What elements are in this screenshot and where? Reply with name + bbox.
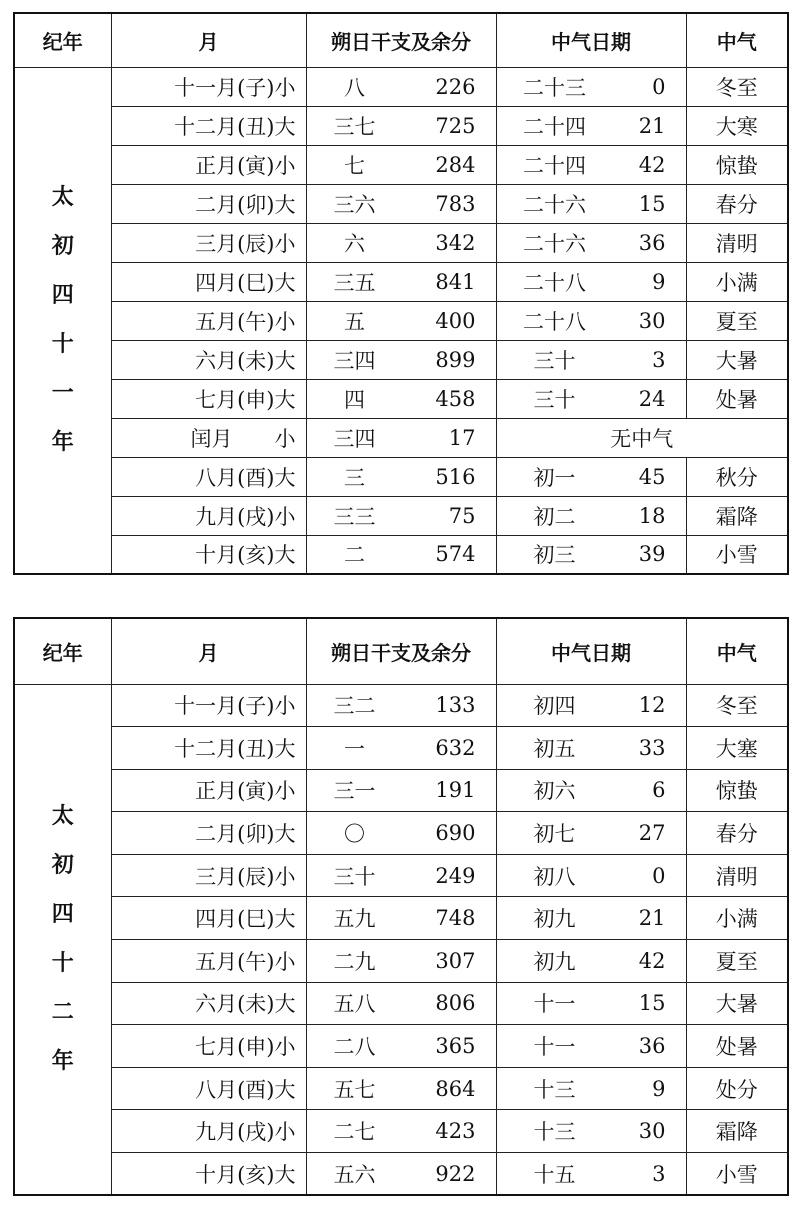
month-cell: 十二月(丑)大	[111, 727, 306, 770]
zhongqi-cell: 霜降	[686, 1110, 788, 1153]
table-row	[14, 982, 788, 1025]
date-day: 十三	[533, 1120, 576, 1145]
date-day: 二十六	[523, 231, 586, 256]
new-moon-cell	[306, 1153, 496, 1196]
table-row	[14, 854, 788, 897]
month-cell: 四月(巳)大	[111, 262, 306, 301]
zhongqi-cell: 处分	[686, 1067, 788, 1110]
date-day: 二十八	[523, 270, 586, 295]
zhongqi-date-cell	[496, 457, 686, 496]
date-remainder: 15	[638, 191, 666, 216]
month-cell: 四月(巳)大	[111, 897, 306, 940]
zhongqi-cell: 处暑	[686, 1025, 788, 1068]
zhongqi-date-cell	[496, 184, 686, 223]
ganzhi-value: 三四	[333, 426, 376, 451]
remainder-value: 690	[435, 821, 476, 846]
month-cell: 十一月(子)小	[111, 67, 306, 106]
table-body	[14, 13, 788, 574]
zhongqi-date-cell	[496, 1025, 686, 1068]
zhongqi-date-cell	[496, 1110, 686, 1153]
new-moon-cell	[306, 1110, 496, 1153]
ganzhi-value: 二	[344, 543, 365, 568]
new-moon-cell	[306, 684, 496, 727]
new-moon-cell	[306, 145, 496, 184]
ganzhi-value: 八	[344, 75, 365, 100]
date-day: 二十八	[523, 309, 586, 334]
remainder-value: 342	[435, 230, 476, 255]
month-cell: 闰月 小	[111, 418, 306, 457]
ganzhi-value: 三六	[333, 192, 376, 217]
month-cell: 八月(酉)大	[111, 1067, 306, 1110]
new-moon-cell	[306, 982, 496, 1025]
new-moon-cell	[306, 379, 496, 418]
table-row	[14, 496, 788, 535]
zhongqi-date-cell	[496, 340, 686, 379]
column-header: 中气	[686, 618, 788, 684]
remainder-value: 748	[435, 906, 476, 931]
zhongqi-cell: 夏至	[686, 940, 788, 983]
new-moon-cell	[306, 854, 496, 897]
remainder-value: 423	[435, 1119, 476, 1144]
ganzhi-value: 五六	[333, 1162, 376, 1187]
new-moon-cell	[306, 812, 496, 855]
month-cell: 十二月(丑)大	[111, 106, 306, 145]
zhongqi-cell: 大暑	[686, 982, 788, 1025]
date-remainder: 36	[638, 1034, 666, 1059]
date-day: 二十三	[523, 75, 586, 100]
month-cell: 五月(午)小	[111, 301, 306, 340]
date-day: 十一	[533, 992, 576, 1017]
zhongqi-cell: 小满	[686, 262, 788, 301]
new-moon-cell	[306, 1067, 496, 1110]
remainder-value: 400	[435, 308, 476, 333]
table-row	[14, 727, 788, 770]
date-remainder: 21	[638, 906, 666, 931]
date-remainder: 33	[638, 735, 666, 760]
date-day: 初八	[533, 864, 576, 889]
table-row	[14, 301, 788, 340]
date-remainder: 3	[652, 347, 666, 372]
ganzhi-value: 二七	[333, 1120, 376, 1145]
remainder-value: 922	[435, 1161, 476, 1186]
remainder-value: 226	[435, 74, 476, 99]
table-row	[14, 457, 788, 496]
zhongqi-date-cell	[496, 769, 686, 812]
zhongqi-cell: 小雪	[686, 535, 788, 574]
column-header: 月	[111, 618, 306, 684]
zhongqi-date-cell	[496, 535, 686, 574]
ganzhi-value: 三一	[333, 779, 376, 804]
zhongqi-cell: 清明	[686, 854, 788, 897]
table-row	[14, 1153, 788, 1196]
ganzhi-value: 三七	[333, 114, 376, 139]
month-cell: 九月(戌)小	[111, 1110, 306, 1153]
date-day: 十一	[533, 1035, 576, 1060]
remainder-value: 458	[435, 386, 476, 411]
zhongqi-cell: 冬至	[686, 684, 788, 727]
remainder-value: 806	[435, 991, 476, 1016]
month-cell: 十一月(子)小	[111, 684, 306, 727]
month-cell: 二月(卯)大	[111, 812, 306, 855]
table-row	[14, 106, 788, 145]
new-moon-cell	[306, 223, 496, 262]
remainder-value: 307	[435, 948, 476, 973]
remainder-value: 899	[435, 347, 476, 372]
ganzhi-value: 五八	[333, 992, 376, 1017]
zhongqi-date-cell	[496, 940, 686, 983]
table-row	[14, 812, 788, 855]
new-moon-cell	[306, 457, 496, 496]
ganzhi-value: 三二	[333, 694, 376, 719]
remainder-value: 725	[435, 113, 476, 138]
date-remainder: 42	[638, 152, 666, 177]
zhongqi-cell: 处暑	[686, 379, 788, 418]
zhongqi-date-cell	[496, 1153, 686, 1196]
ganzhi-value: 五	[344, 309, 365, 334]
new-moon-cell	[306, 727, 496, 770]
date-remainder: 30	[638, 1119, 666, 1144]
date-remainder: 27	[638, 821, 666, 846]
year-cell: 太 初 四 十 一 年	[14, 67, 111, 574]
date-day: 初三	[533, 543, 576, 568]
date-remainder: 0	[652, 863, 666, 888]
date-day: 二十四	[523, 153, 586, 178]
zhongqi-cell: 大寒	[686, 106, 788, 145]
calendar-table-year-41	[13, 12, 789, 575]
date-remainder: 42	[638, 948, 666, 973]
zhongqi-cell: 夏至	[686, 301, 788, 340]
date-day: 初九	[533, 949, 576, 974]
remainder-value: 17	[448, 425, 476, 450]
zhongqi-date-cell	[496, 262, 686, 301]
remainder-value: 191	[435, 778, 476, 803]
date-remainder: 3	[652, 1161, 666, 1186]
remainder-value: 249	[435, 863, 476, 888]
zhongqi-date-cell	[496, 812, 686, 855]
table-row	[14, 145, 788, 184]
remainder-value: 284	[435, 152, 476, 177]
remainder-value: 632	[435, 735, 476, 760]
remainder-value: 783	[435, 191, 476, 216]
zhongqi-cell: 大暑	[686, 340, 788, 379]
table-row	[14, 418, 788, 457]
table-row	[14, 535, 788, 574]
ganzhi-value: 三四	[333, 348, 376, 373]
remainder-value: 365	[435, 1034, 476, 1059]
date-day: 三十	[533, 387, 576, 412]
column-header: 中气日期	[496, 13, 686, 67]
new-moon-cell	[306, 418, 496, 457]
column-header: 中气	[686, 13, 788, 67]
date-remainder: 9	[652, 1076, 666, 1101]
month-cell: 五月(午)小	[111, 940, 306, 983]
new-moon-cell	[306, 262, 496, 301]
date-remainder: 45	[638, 464, 666, 489]
month-cell: 六月(未)大	[111, 982, 306, 1025]
ganzhi-value: 二九	[333, 949, 376, 974]
zhongqi-date-cell	[496, 1067, 686, 1110]
zhongqi-cell: 冬至	[686, 67, 788, 106]
table-row	[14, 769, 788, 812]
date-remainder: 30	[638, 308, 666, 333]
table-row	[14, 1067, 788, 1110]
new-moon-cell	[306, 535, 496, 574]
date-day: 初九	[533, 907, 576, 932]
date-day: 初六	[533, 779, 576, 804]
month-cell: 三月(辰)小	[111, 223, 306, 262]
date-remainder: 21	[638, 113, 666, 138]
month-cell: 九月(戌)小	[111, 496, 306, 535]
remainder-value: 75	[448, 503, 476, 528]
zhongqi-date-cell	[496, 982, 686, 1025]
remainder-value: 516	[435, 464, 476, 489]
month-cell: 六月(未)大	[111, 340, 306, 379]
table-row	[14, 379, 788, 418]
date-remainder: 15	[638, 991, 666, 1016]
ganzhi-value: 六	[344, 231, 365, 256]
column-header: 纪年	[14, 13, 111, 67]
remainder-value: 841	[435, 269, 476, 294]
date-day: 初二	[533, 504, 576, 529]
new-moon-cell	[306, 184, 496, 223]
remainder-value: 864	[435, 1076, 476, 1101]
month-cell: 二月(卯)大	[111, 184, 306, 223]
column-header: 朔日干支及余分	[306, 13, 496, 67]
table-row	[14, 684, 788, 727]
ganzhi-value: 五九	[333, 907, 376, 932]
new-moon-cell	[306, 940, 496, 983]
zhongqi-date-cell	[496, 684, 686, 727]
zhongqi-date-cell	[496, 223, 686, 262]
date-day: 初一	[533, 465, 576, 490]
date-day: 初七	[533, 822, 576, 847]
year-cell: 太 初 四 十 二 年	[14, 684, 111, 1195]
date-day: 二十四	[523, 114, 586, 139]
ganzhi-value: 四	[344, 387, 365, 412]
date-remainder: 36	[638, 230, 666, 255]
table-body	[14, 618, 788, 1195]
date-day: 初四	[533, 694, 576, 719]
month-cell: 七月(申)小	[111, 1025, 306, 1068]
date-remainder: 9	[652, 269, 666, 294]
ganzhi-value: 〇	[344, 822, 365, 847]
ganzhi-value: 三三	[333, 504, 376, 529]
remainder-value: 574	[435, 542, 476, 567]
calendar-table-year-42	[13, 617, 789, 1196]
table-row	[14, 184, 788, 223]
zhongqi-cell: 春分	[686, 184, 788, 223]
zhongqi-cell: 惊蛰	[686, 145, 788, 184]
new-moon-cell	[306, 1025, 496, 1068]
new-moon-cell	[306, 496, 496, 535]
month-cell: 十月(亥)大	[111, 1153, 306, 1196]
ganzhi-value: 二八	[333, 1035, 376, 1060]
zhongqi-date-cell	[496, 379, 686, 418]
date-day: 十三	[533, 1077, 576, 1102]
new-moon-cell	[306, 769, 496, 812]
table-row	[14, 1110, 788, 1153]
ganzhi-value: 三十	[333, 864, 376, 889]
zhongqi-cell: 小雪	[686, 1153, 788, 1196]
date-remainder: 24	[638, 386, 666, 411]
date-remainder: 12	[638, 693, 666, 718]
zhongqi-cell: 小满	[686, 897, 788, 940]
date-remainder: 18	[638, 503, 666, 528]
zhongqi-cell: 秋分	[686, 457, 788, 496]
month-cell: 正月(寅)小	[111, 145, 306, 184]
zhongqi-cell: 霜降	[686, 496, 788, 535]
zhongqi-date-cell	[496, 301, 686, 340]
table-row	[14, 262, 788, 301]
zhongqi-date-cell	[496, 897, 686, 940]
zhongqi-date-cell	[496, 145, 686, 184]
header-row	[14, 13, 788, 67]
month-cell: 十月(亥)大	[111, 535, 306, 574]
month-cell: 八月(酉)大	[111, 457, 306, 496]
zhongqi-cell: 春分	[686, 812, 788, 855]
ganzhi-value: 一	[344, 736, 365, 761]
ganzhi-value: 五七	[333, 1077, 376, 1102]
zhongqi-date-cell	[496, 67, 686, 106]
table-row	[14, 340, 788, 379]
date-remainder: 0	[652, 74, 666, 99]
column-header: 月	[111, 13, 306, 67]
zhongqi-date-cell	[496, 106, 686, 145]
table-row	[14, 897, 788, 940]
date-remainder: 6	[652, 778, 666, 803]
table-row	[14, 940, 788, 983]
zhongqi-cell: 惊蛰	[686, 769, 788, 812]
zhongqi-cell: 清明	[686, 223, 788, 262]
column-header: 朔日干支及余分	[306, 618, 496, 684]
table-row	[14, 1025, 788, 1068]
new-moon-cell	[306, 106, 496, 145]
column-header: 中气日期	[496, 618, 686, 684]
date-day: 初五	[533, 736, 576, 761]
new-moon-cell	[306, 67, 496, 106]
table-row	[14, 223, 788, 262]
ganzhi-value: 三	[344, 465, 365, 490]
zhongqi-cell: 大塞	[686, 727, 788, 770]
column-header: 纪年	[14, 618, 111, 684]
ganzhi-value: 三五	[333, 270, 376, 295]
month-cell: 三月(辰)小	[111, 854, 306, 897]
new-moon-cell	[306, 340, 496, 379]
date-day: 三十	[533, 348, 576, 373]
no-zhongqi-cell: 无中气	[496, 418, 788, 457]
ganzhi-value: 七	[344, 153, 365, 178]
month-cell: 正月(寅)小	[111, 769, 306, 812]
date-day: 二十六	[523, 192, 586, 217]
new-moon-cell	[306, 897, 496, 940]
header-row	[14, 618, 788, 684]
date-remainder: 39	[638, 542, 666, 567]
zhongqi-date-cell	[496, 854, 686, 897]
date-day: 十五	[533, 1162, 576, 1187]
table-row	[14, 67, 788, 106]
month-cell: 七月(申)大	[111, 379, 306, 418]
zhongqi-date-cell	[496, 496, 686, 535]
remainder-value: 133	[435, 693, 476, 718]
new-moon-cell	[306, 301, 496, 340]
zhongqi-date-cell	[496, 727, 686, 770]
